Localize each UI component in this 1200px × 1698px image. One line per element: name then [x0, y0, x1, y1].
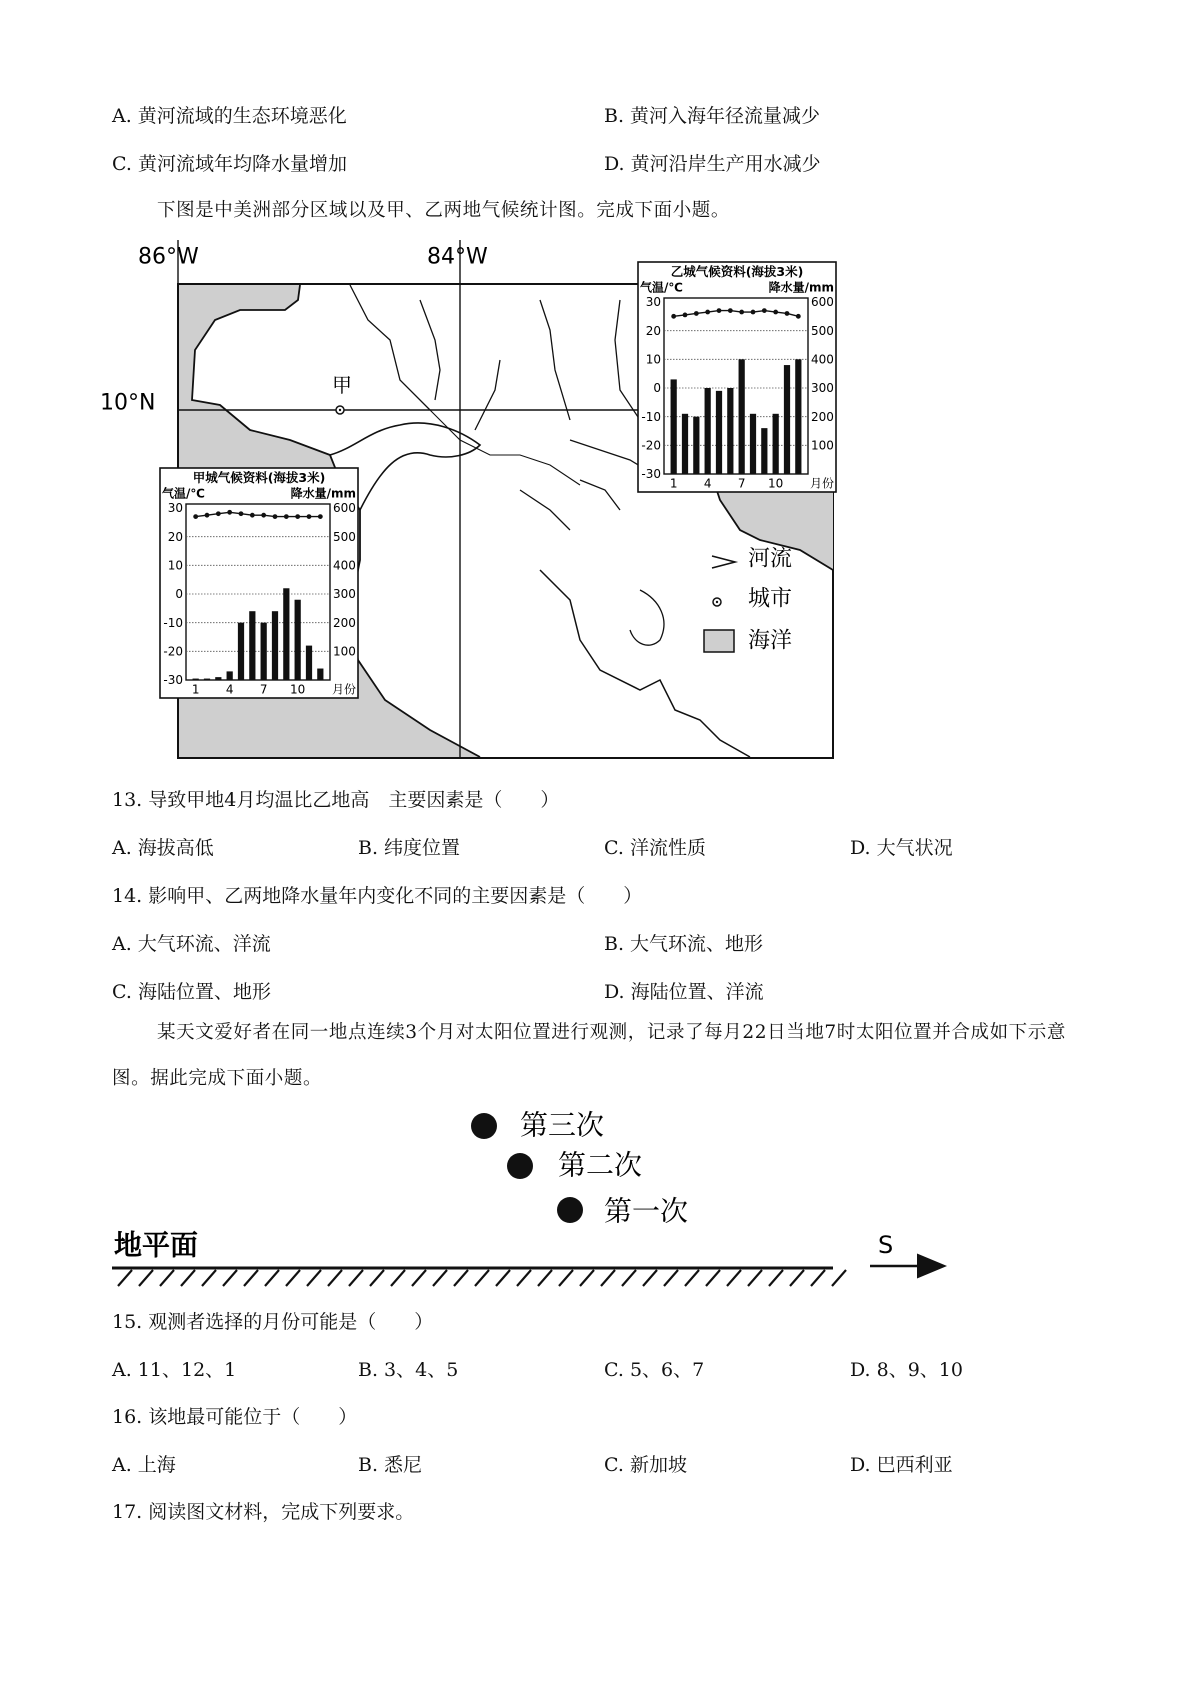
precip-tick-label: 300	[333, 587, 356, 602]
precip-bar	[204, 679, 210, 680]
q16-option-d: D. 巴西利亚	[850, 1454, 953, 1476]
hatch-mark	[244, 1270, 258, 1286]
precip-tick-label: 400	[811, 352, 834, 367]
q15-option-b: B. 3、4、5	[358, 1359, 459, 1381]
precip-bar	[716, 391, 722, 474]
hatch-mark	[139, 1270, 153, 1286]
hatch-mark	[475, 1270, 489, 1286]
precip-bar	[682, 414, 688, 474]
precip-bar	[739, 359, 745, 474]
temp-tick-label: -20	[163, 644, 183, 659]
q13-option-c: C. 洋流性质	[604, 837, 706, 859]
hatch-mark	[160, 1270, 174, 1286]
ocean-legend-icon	[704, 630, 734, 652]
precip-bar	[750, 414, 756, 474]
temperature-point	[739, 310, 744, 315]
temp-axis-label: 气温/℃	[640, 280, 683, 295]
q15-option-d: D. 8、9、10	[850, 1359, 963, 1381]
hatch-mark	[601, 1270, 615, 1286]
temperature-point	[273, 514, 278, 519]
hatch-mark	[790, 1270, 804, 1286]
q14-option-c: C. 海陆位置、地形	[112, 981, 271, 1003]
south-label: S	[878, 1231, 894, 1260]
x-tick-label: 10	[290, 682, 306, 697]
precip-tick-label: 100	[811, 438, 834, 453]
precip-tick-label: 400	[333, 558, 356, 573]
sun-position-diagram	[100, 1100, 960, 1300]
temp-axis-label: 气温/℃	[162, 486, 205, 501]
hatch-mark	[559, 1270, 573, 1286]
label-third: 第三次	[520, 1108, 605, 1142]
temperature-point	[773, 310, 778, 315]
precip-bar	[727, 388, 733, 474]
temp-tick-label: 10	[167, 558, 183, 573]
chart-title: 甲城气候资料(海拔3米)	[192, 470, 326, 485]
x-axis-label: 月份	[809, 476, 834, 491]
precip-axis-label: 降水量/mm	[768, 280, 834, 295]
hatch-mark	[181, 1270, 195, 1286]
lat-label-10n: 10°N	[100, 390, 156, 416]
hatch-mark	[748, 1270, 762, 1286]
x-tick-label: 1	[669, 476, 678, 491]
hatch-mark	[223, 1270, 237, 1286]
hatch-mark	[538, 1270, 552, 1286]
lon-label-86w: 86°W	[138, 244, 199, 270]
precip-bar	[306, 646, 312, 680]
temp-tick-label: 20	[645, 323, 661, 338]
q13-option-b: B. 纬度位置	[358, 837, 461, 859]
temperature-point	[683, 313, 688, 318]
hatch-mark	[286, 1270, 300, 1286]
temp-tick-label: -10	[641, 409, 661, 424]
temp-tick-label: 10	[645, 352, 661, 367]
temp-tick-label: -30	[163, 673, 183, 688]
x-axis-label: 月份	[331, 682, 356, 697]
temperature-point	[205, 513, 210, 518]
q14-option-a: A. 大气环流、洋流	[112, 933, 271, 955]
precip-tick-label: 500	[333, 529, 356, 544]
q13-option-d: D. 大气状况	[850, 837, 953, 859]
hatch-mark	[412, 1270, 426, 1286]
jia-climate-chart	[160, 468, 358, 698]
q17-stem: 17. 阅读图文材料，完成下列要求。	[112, 1501, 415, 1523]
horizon-hatching	[118, 1270, 846, 1286]
lon-label-84w: 84°W	[427, 244, 488, 270]
precip-bar	[215, 677, 221, 680]
precip-bar	[193, 679, 199, 680]
hatch-mark	[664, 1270, 678, 1286]
intro-paragraph-2: 某天文爱好者在同一地点连续3个月对太阳位置进行观测，记录了每月22日当地7时太阳位置并合成如下示意图。据此完成下面小题。	[112, 1022, 1066, 1089]
hatch-mark	[811, 1270, 825, 1286]
legend-river-label: 河流	[748, 546, 793, 572]
option-c: C. 黄河流域年均降水量增加	[112, 153, 347, 175]
hatch-mark	[622, 1270, 636, 1286]
precip-tick-label: 300	[811, 381, 834, 396]
x-tick-label: 10	[768, 476, 784, 491]
hatch-mark	[370, 1270, 384, 1286]
hatch-mark	[727, 1270, 741, 1286]
q15-option-a: A. 11、12、1	[112, 1359, 237, 1381]
temperature-point	[239, 511, 244, 516]
temperature-point	[250, 513, 255, 518]
sun-second	[507, 1153, 533, 1179]
option-a: A. 黄河流域的生态环境恶化	[112, 105, 347, 127]
precip-tick-label: 500	[811, 323, 834, 338]
precip-bar	[761, 428, 767, 474]
q13-stem: 13. 导致甲地4月均温比乙地高 主要因素是（ ）	[112, 789, 560, 811]
hatch-mark	[517, 1270, 531, 1286]
q16-option-a: A. 上海	[112, 1454, 176, 1476]
q16-option-b: B. 悉尼	[358, 1454, 423, 1476]
precip-bar	[705, 388, 711, 474]
option-b: B. 黄河入海年径流量减少	[604, 105, 821, 127]
hatch-mark	[349, 1270, 363, 1286]
temperature-point	[295, 514, 300, 519]
q16-option-c: C. 新加坡	[604, 1454, 687, 1476]
temperature-point	[796, 314, 801, 319]
temperature-point	[261, 513, 266, 518]
q15-stem: 15. 观测者选择的月份可能是（ ）	[112, 1311, 434, 1333]
central-america-map	[100, 240, 920, 760]
legend-ocean-label: 海洋	[748, 628, 793, 654]
chart-box	[638, 262, 836, 492]
option-d: D. 黄河沿岸生产用水减少	[604, 153, 821, 175]
q15-option-c: C. 5、6、7	[604, 1359, 705, 1381]
temp-tick-label: 30	[645, 295, 661, 310]
hatch-mark	[769, 1270, 783, 1286]
temp-tick-label: 0	[653, 381, 661, 396]
hatch-mark	[202, 1270, 216, 1286]
precip-bar	[671, 379, 677, 474]
label-first: 第一次	[604, 1194, 689, 1228]
temperature-point	[216, 511, 221, 516]
precip-tick-label: 200	[811, 409, 834, 424]
q14-stem: 14. 影响甲、乙两地降水量年内变化不同的主要因素是（ ）	[112, 885, 643, 907]
sun-first	[557, 1197, 583, 1223]
hatch-mark	[580, 1270, 594, 1286]
hatch-mark	[706, 1270, 720, 1286]
hatch-mark	[328, 1270, 342, 1286]
temperature-point	[785, 311, 790, 316]
precip-bar	[693, 417, 699, 474]
hatch-mark	[433, 1270, 447, 1286]
precip-bar	[261, 623, 267, 680]
q14-option-d: D. 海陆位置、洋流	[604, 981, 764, 1003]
hatch-mark	[643, 1270, 657, 1286]
sun-third	[471, 1113, 497, 1139]
x-tick-label: 4	[703, 476, 712, 491]
temp-tick-label: -30	[641, 467, 661, 482]
precip-bar	[227, 671, 233, 680]
hatch-mark	[307, 1270, 321, 1286]
precip-bar	[317, 669, 323, 680]
x-tick-label: 7	[259, 682, 268, 697]
temperature-point	[762, 308, 767, 313]
temp-tick-label: 0	[175, 587, 183, 602]
temperature-point	[318, 514, 323, 519]
temperature-point	[694, 311, 699, 316]
hatch-mark	[832, 1270, 846, 1286]
legend-city-label: 城市	[748, 586, 793, 612]
temperature-point	[671, 314, 676, 319]
temperature-point	[717, 308, 722, 313]
yi-climate-chart	[638, 262, 836, 492]
label-second: 第二次	[558, 1148, 643, 1182]
temperature-point	[751, 310, 756, 315]
temp-tick-label: -20	[641, 438, 661, 453]
hatch-mark	[391, 1270, 405, 1286]
chart-box	[160, 468, 358, 698]
temperature-point	[227, 510, 232, 515]
x-tick-label: 7	[737, 476, 746, 491]
precip-bar	[295, 600, 301, 680]
precip-bar	[272, 611, 278, 680]
temperature-point	[284, 514, 289, 519]
precip-tick-label: 100	[333, 644, 356, 659]
hatch-mark	[496, 1270, 510, 1286]
intro-paragraph-1: 下图是中美洲部分区域以及甲、乙两地气候统计图。完成下面小题。	[157, 200, 731, 221]
hatch-mark	[265, 1270, 279, 1286]
hatch-mark	[118, 1270, 132, 1286]
precip-bar	[773, 414, 779, 474]
precip-tick-label: 600	[811, 295, 834, 310]
hatch-mark	[454, 1270, 468, 1286]
temp-tick-label: 20	[167, 529, 183, 544]
temp-tick-label: 30	[167, 501, 183, 516]
precip-tick-label: 600	[333, 501, 356, 516]
temperature-point	[728, 308, 733, 313]
x-tick-label: 1	[191, 682, 200, 697]
temp-tick-label: -10	[163, 615, 183, 630]
q14-option-b: B. 大气环流、地形	[604, 933, 764, 955]
precip-tick-label: 200	[333, 615, 356, 630]
city-jia-label: 甲	[332, 373, 352, 397]
chart-title: 乙城气候资料(海拔3米)	[670, 264, 804, 279]
q16-stem: 16. 该地最可能位于（ ）	[112, 1406, 358, 1428]
precip-bar	[784, 365, 790, 474]
precip-axis-label: 降水量/mm	[290, 486, 356, 501]
temperature-point	[705, 310, 710, 315]
hatch-mark	[685, 1270, 699, 1286]
precip-bar	[238, 623, 244, 680]
q13-option-a: A. 海拔高低	[112, 837, 214, 859]
precip-bar	[283, 588, 289, 680]
temperature-point	[193, 514, 198, 519]
precip-bar	[795, 359, 801, 474]
horizon-label: 地平面	[114, 1228, 199, 1262]
temperature-point	[307, 514, 312, 519]
x-tick-label: 4	[225, 682, 234, 697]
precip-bar	[249, 611, 255, 680]
